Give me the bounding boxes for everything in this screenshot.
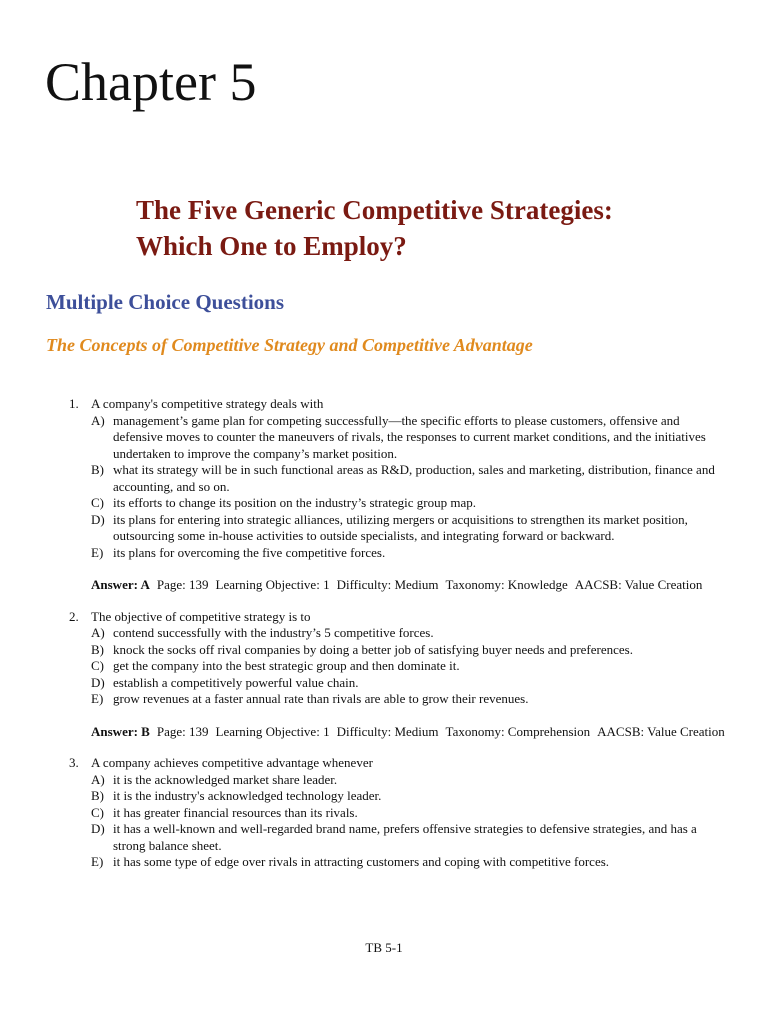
option-list	[91, 772, 732, 871]
option-item	[91, 772, 732, 789]
option-text: management’s game plan for competing successfully—the specific efforts to please customers, offensive and defensive moves to counter the maneuvers of rivals, the responses to current market conditions, and the initiatives undertaken to improve the company’s market position.	[113, 412, 706, 461]
option-item	[91, 821, 732, 854]
option-item	[91, 625, 732, 642]
option-letter: C)	[91, 804, 104, 820]
option-item	[91, 512, 732, 545]
option-item	[91, 854, 732, 871]
answer-taxonomy: Taxonomy: Comprehension	[445, 723, 591, 739]
option-text: establish a competitively powerful value chain.	[113, 674, 359, 690]
title-line: Which One to Employ?	[136, 231, 407, 261]
chapter-title: Chapter 5	[45, 52, 257, 112]
answer-label: Answer: B	[91, 723, 150, 739]
answer-aacsb: AACSB: Value Creation	[597, 723, 725, 739]
document-title	[136, 192, 736, 264]
question-item	[60, 609, 732, 741]
option-item	[91, 642, 732, 659]
question-number: 3.	[69, 755, 79, 770]
option-text: grow revenues at a faster annual rate than rivals are able to grow their revenues.	[113, 691, 529, 706]
option-text: get the company into the best strategic group and then dominate it.	[113, 658, 460, 673]
section-heading: Multiple Choice Questions	[46, 290, 285, 314]
option-text: it has some type of edge over rivals in attracting customers and coping with competitive forces.	[113, 854, 610, 869]
question-stem: A company achieves competitive advantage whenever	[91, 755, 373, 770]
page-footer: TB 5-1	[365, 940, 403, 955]
option-list	[91, 413, 732, 562]
option-letter: B)	[91, 788, 104, 803]
question-number: 2.	[69, 608, 79, 624]
answer-label: Answer: A	[91, 577, 150, 592]
option-list	[91, 625, 732, 708]
option-letter: C)	[91, 495, 104, 510]
option-letter: A)	[91, 625, 105, 640]
option-text: its plans for entering into strategic alliances, utilizing mergers or acquisitions to strengthen its market position, outsourcing some in-house activities to outside specialists, and integrating forward or backward.	[113, 511, 688, 543]
option-text: contend successfully with the industry’s 5 competitive forces.	[113, 625, 434, 640]
question-stem: A company's competitive strategy deals with	[91, 396, 324, 411]
option-item	[91, 658, 732, 675]
option-letter: D)	[91, 511, 105, 527]
subsection-heading: The Concepts of Competitive Strategy and Competitive Advantage	[46, 335, 533, 355]
option-text: it has a well-known and well-regarded brand name, prefers offensive strategies to defensive strategies, and has a strong balance sheet.	[113, 821, 697, 853]
question-item	[60, 755, 732, 871]
option-letter: C)	[91, 658, 104, 673]
option-item	[91, 675, 732, 692]
answer-page: Page: 139	[156, 723, 209, 739]
option-text: it is the industry's acknowledged technology leader.	[113, 788, 382, 803]
option-letter: E)	[91, 544, 104, 560]
option-item	[91, 462, 732, 495]
question-number: 1.	[69, 396, 79, 411]
option-letter: B)	[91, 641, 104, 657]
answer-taxonomy: Taxonomy: Knowledge	[445, 577, 568, 592]
answer-difficulty: Difficulty: Medium	[336, 577, 439, 592]
option-item	[91, 545, 732, 562]
answer-line	[91, 577, 732, 594]
answer-line	[91, 724, 732, 741]
option-letter: A)	[91, 412, 105, 428]
option-item	[91, 788, 732, 805]
question-list	[60, 396, 732, 886]
answer-objective: Learning Objective: 1	[215, 577, 330, 592]
answer-page: Page: 139	[156, 577, 209, 592]
option-text: it has greater financial resources than its rivals.	[113, 804, 358, 820]
option-text: its plans for overcoming the five competitive forces.	[113, 544, 386, 560]
answer-objective: Learning Objective: 1	[215, 723, 330, 739]
answer-aacsb: AACSB: Value Creation	[574, 577, 703, 592]
option-letter: D)	[91, 674, 105, 690]
question-item	[60, 396, 732, 594]
option-text: knock the socks off rival companies by doing a better job of satisfying buyer needs and preferences.	[113, 641, 633, 657]
option-item	[91, 805, 732, 822]
title-line: The Five Generic Competitive Strategies:	[136, 195, 613, 225]
option-text: its efforts to change its position on the industry’s strategic group map.	[113, 495, 476, 510]
option-letter: B)	[91, 462, 104, 477]
option-item	[91, 413, 732, 463]
option-letter: E)	[91, 691, 104, 706]
option-text: what its strategy will be in such functional areas as R&D, production, sales and marketing, distribution, finance and accounting, and so on.	[113, 462, 715, 494]
option-item	[91, 495, 732, 512]
option-letter: A)	[91, 771, 105, 787]
option-item	[91, 691, 732, 708]
option-letter: D)	[91, 821, 105, 836]
option-letter: E)	[91, 854, 104, 869]
option-text: it is the acknowledged market share leader.	[113, 771, 338, 787]
question-stem: The objective of competitive strategy is to	[91, 608, 311, 624]
answer-difficulty: Difficulty: Medium	[336, 723, 439, 739]
